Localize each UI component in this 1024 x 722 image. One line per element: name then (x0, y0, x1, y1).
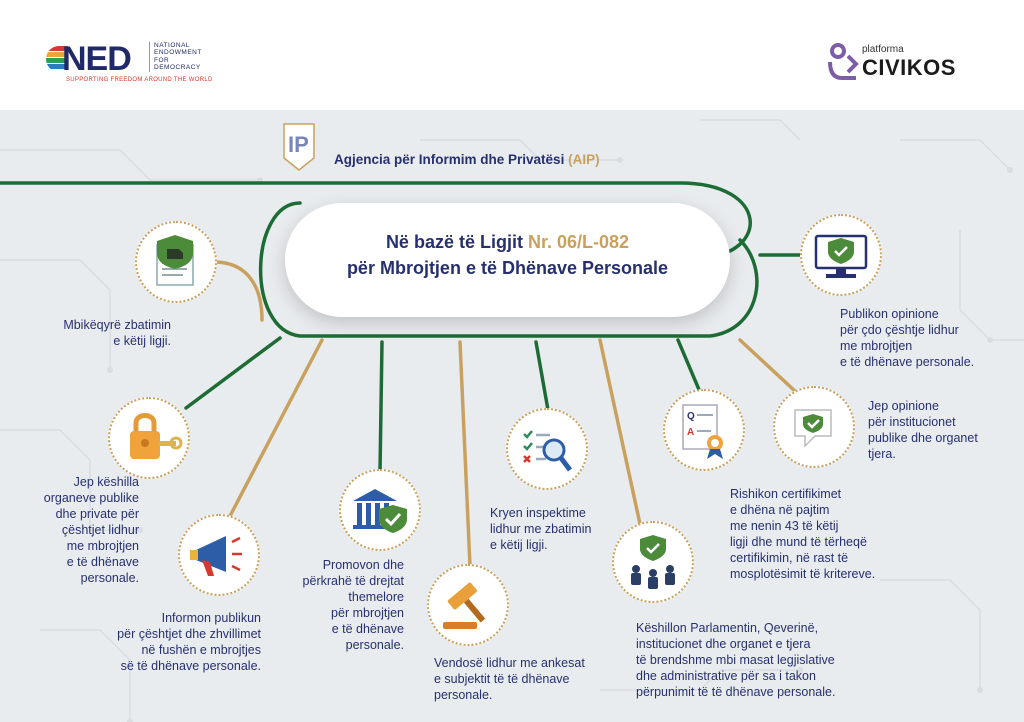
duty-inspect-label: Kryen inspektime lidhur me zbatimin e këtij ligji. (490, 506, 592, 552)
civikos-wordmark: CIVIKOS (862, 55, 956, 80)
duty-review-label: Rishikon certifikimet e dhëna në pajtim me nenin 43 të këtij ligji dhe mund të tërheqë certifikimin, në rast të mosplotësimit të kritereve. (730, 487, 876, 581)
duty-promote-circle (339, 469, 421, 551)
connector-advise (186, 338, 280, 408)
civikos-small-label: platforma (862, 44, 904, 55)
shield-people-icon (614, 523, 692, 601)
duty-inspect-circle (506, 408, 588, 490)
checklist-magnifier-icon (508, 410, 586, 488)
institution-shield-icon (341, 471, 419, 549)
connector-promote (380, 342, 382, 472)
law-title-box (285, 203, 730, 317)
speech-bubble-check-icon (775, 388, 853, 466)
law-title-prefix: Në bazë të Ligjit (385, 232, 523, 252)
connector-counsel (600, 340, 640, 524)
agency-title: Agjencia për Informim dhe Privatësi (AIP) (334, 152, 600, 167)
monitor-shield-icon (802, 216, 880, 294)
duty-counsel-label: Këshillon Parlamentin, Qeverinë, institucionet dhe organet e tjera të brendshme mbi masat legjislative dhe administrative për sa i takon përpunimit të të dhënave personale. (636, 621, 836, 699)
law-number: Nr. 06/L-082 (527, 232, 630, 252)
duty-inform-circle (178, 514, 260, 596)
ned-tagline: SUPPORTING FREEDOM AROUND THE WORLD (66, 77, 213, 83)
gavel-icon (429, 566, 507, 644)
padlock-key-icon (110, 399, 188, 477)
svg-text:Q: Q (687, 411, 695, 422)
megaphone-icon (180, 516, 258, 594)
connector-inspect (536, 342, 548, 410)
duty-opinion-label: Jep opinione për institucionet publike dhe organet tjera. (868, 399, 978, 461)
duty-advise-circle (108, 397, 190, 479)
qa-certificate-icon (665, 391, 743, 469)
connector-opinion (740, 340, 796, 392)
duty-decide-circle (427, 564, 509, 646)
duty-monitor-label: Mbikëqyrë zbatimin e këtij ligji. (63, 318, 171, 348)
duty-decide-label: Vendosë lidhur me ankesat e subjektit të të dhënave personale. (434, 656, 585, 702)
connector-decide (460, 342, 470, 566)
law-name: për Mbrojtjen e të Dhënave Personale (346, 258, 669, 278)
duty-advise-label: Jep këshilla organeve publike dhe private për çështjet lidhur me mbrojtjen e të dhënave personale. (43, 475, 139, 585)
document-shield-icon (137, 223, 215, 301)
duty-review-circle (663, 389, 745, 471)
ned-name: NATIONAL ENDOWMENT FOR DEMOCRACY (154, 42, 202, 71)
duty-promote-label: Promovon dhe përkrahë të drejtat themelore për mbrojtjen e të dhënave personale. (302, 558, 404, 652)
svg-text:IP: IP (288, 132, 309, 157)
duty-publish-label: Publikon opinione për çdo çështje lidhur me mbrojtjen e të dhënave personale. (840, 307, 975, 369)
connector-monitor (214, 262, 262, 320)
duty-inform-label: Informon publikun për çështjet dhe zhvillimet në fushën e mbrojtjes së të dhënave personale. (117, 611, 261, 673)
ned-wordmark: NED (62, 40, 131, 78)
duty-counsel-circle (612, 521, 694, 603)
connector-review (678, 340, 700, 392)
svg-text:A: A (687, 427, 695, 438)
duty-publish-circle (800, 214, 882, 296)
aip-shield-icon (282, 122, 316, 172)
duty-opinion-circle (773, 386, 855, 468)
duty-monitor-circle (135, 221, 217, 303)
